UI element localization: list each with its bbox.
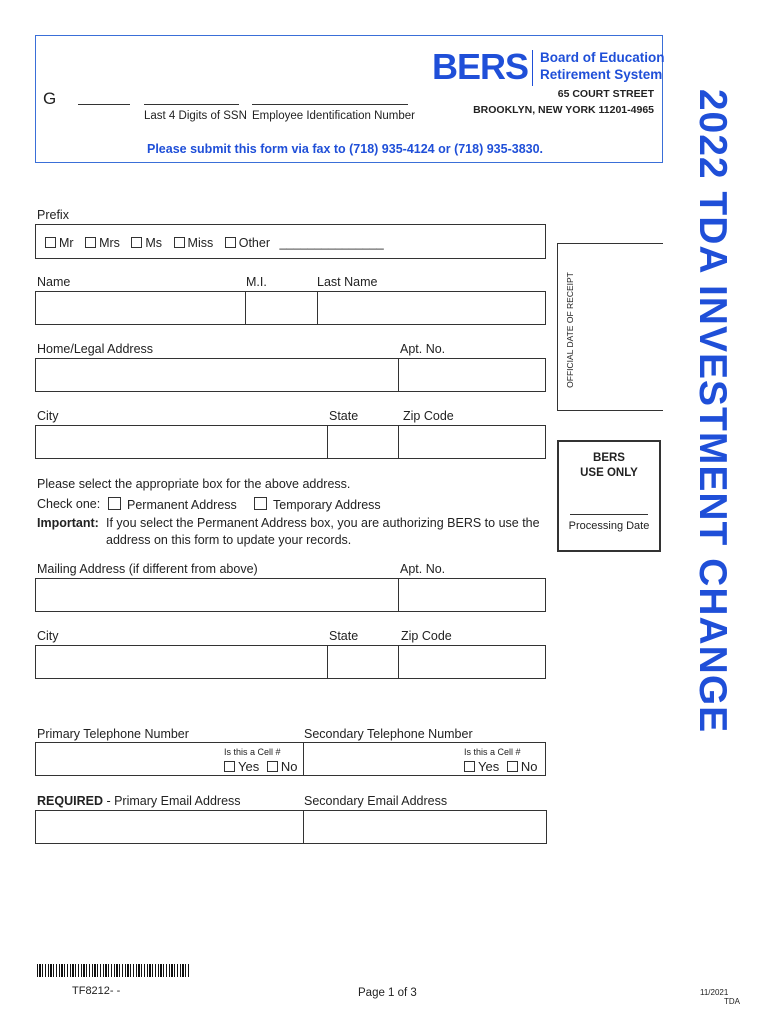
prefix-ms[interactable]: [131, 236, 162, 250]
fax-notice: Please submit this form via fax to (718) 935-4124 or (718) 935-3830.: [147, 142, 544, 156]
secondary-cell-question: Is this a Cell #: [464, 747, 521, 757]
receipt-label-wrap: [558, 270, 582, 390]
permanent-label: Permanent Address: [127, 498, 237, 512]
form-title-text: 2022 TDA INVESTMENT CHANGE: [691, 88, 734, 734]
primary-phone-label: Primary Telephone Number: [37, 727, 189, 741]
processing-line: [570, 514, 648, 515]
mailing-address-input[interactable]: [36, 579, 397, 611]
prefix-miss[interactable]: [174, 236, 214, 250]
secondary-cell-no[interactable]: [507, 759, 538, 774]
state-input[interactable]: [328, 426, 398, 458]
bers-use-line1: BERS: [593, 452, 625, 464]
other-checkbox[interactable]: [225, 237, 236, 248]
eid-label: Employee Identification Number: [252, 110, 415, 122]
org-line1: Board of Education: [540, 50, 665, 65]
last-name-input[interactable]: [317, 292, 545, 324]
mr-checkbox[interactable]: [45, 237, 56, 248]
mail-city-label: City: [37, 629, 59, 643]
secondary-yes-label: Yes: [478, 759, 500, 774]
primary-yes-label: Yes: [238, 759, 260, 774]
footer-tda: TDA: [724, 997, 740, 1006]
last-name-label: Last Name: [317, 275, 378, 289]
city-input[interactable]: [36, 426, 326, 458]
permanent-option[interactable]: [108, 497, 237, 512]
ms-checkbox[interactable]: [131, 237, 142, 248]
footer-date: 11/2021: [700, 988, 729, 997]
secondary-cell-yes[interactable]: [464, 759, 499, 774]
mail-city-input[interactable]: [36, 646, 326, 678]
form-title: [662, 36, 762, 786]
mrs-checkbox[interactable]: [85, 237, 96, 248]
eid-underline: [252, 104, 408, 105]
zip-input[interactable]: [399, 426, 545, 458]
secondary-email-label: Secondary Email Address: [304, 794, 448, 808]
mrs-label: Mrs: [99, 236, 120, 250]
mail-apt-input[interactable]: [399, 579, 545, 611]
check-one-label: Check one:: [37, 497, 101, 511]
other-label: Other: [238, 236, 270, 250]
primary-email-input[interactable]: [36, 811, 302, 843]
prefix-options: [45, 236, 384, 250]
name-label: Name: [37, 275, 71, 289]
street-address: 65 COURT STREET: [557, 88, 654, 100]
prefix-mr[interactable]: [45, 236, 74, 250]
apt-label: Apt. No.: [400, 342, 446, 356]
primary-no-label: No: [280, 759, 298, 774]
other-blank[interactable]: _______________: [279, 236, 384, 250]
primary-phone-input[interactable]: [36, 743, 222, 775]
barcode: [37, 964, 189, 977]
mailing-address-label: Mailing Address (if different from above): [37, 562, 258, 576]
miss-label: Miss: [187, 236, 214, 250]
secondary-email-input[interactable]: [304, 811, 546, 843]
mi-input[interactable]: [245, 292, 315, 324]
logo-divider: [532, 50, 533, 86]
city-label: City: [37, 409, 59, 423]
mail-zip-input[interactable]: [399, 646, 545, 678]
g-underline: [78, 104, 130, 105]
primary-cell-question: Is this a Cell #: [224, 747, 281, 757]
primary-email-label: [37, 794, 241, 808]
ssn-underline: [144, 104, 239, 105]
required-label: REQUIRED: [37, 794, 103, 808]
mail-zip-label: Zip Code: [401, 629, 452, 643]
temporary-option[interactable]: [254, 497, 381, 512]
bers-use-line2: USE ONLY: [580, 467, 638, 479]
g-prefix: G: [43, 89, 57, 108]
logo-text: BERS: [432, 46, 529, 87]
primary-email-text: - Primary Email Address: [102, 794, 241, 808]
important-label: Important:: [37, 516, 99, 530]
primary-cell-options: [224, 759, 297, 774]
temporary-label: Temporary Address: [273, 498, 381, 512]
processing-label: Processing Date: [568, 520, 650, 532]
apt-input[interactable]: [399, 359, 545, 391]
prefix-label: Prefix: [37, 208, 69, 222]
form-code: TF8212- -: [72, 985, 121, 997]
primary-yes-checkbox[interactable]: [224, 761, 235, 772]
receipt-label: OFFICIAL DATE OF RECEIPT: [565, 272, 575, 388]
secondary-yes-checkbox[interactable]: [464, 761, 475, 772]
home-address-label: Home/Legal Address: [37, 342, 154, 356]
mail-apt-label: Apt. No.: [400, 562, 446, 576]
home-address-input[interactable]: [36, 359, 397, 391]
mr-label: Mr: [59, 236, 74, 250]
important-text-2: address on this form to update your records.: [106, 533, 352, 547]
zip-label: Zip Code: [403, 409, 454, 423]
prefix-mrs[interactable]: [85, 236, 120, 250]
mi-label: M.I.: [246, 275, 267, 289]
bers-logo: [432, 48, 528, 86]
primary-no-checkbox[interactable]: [267, 761, 278, 772]
secondary-phone-input[interactable]: [304, 743, 464, 775]
prefix-other[interactable]: [225, 236, 270, 250]
page-number: Page 1 of 3: [358, 987, 417, 999]
miss-checkbox[interactable]: [174, 237, 185, 248]
primary-cell-yes[interactable]: [224, 759, 259, 774]
secondary-phone-label: Secondary Telephone Number: [304, 727, 473, 741]
secondary-no-label: No: [520, 759, 538, 774]
mail-state-input[interactable]: [328, 646, 398, 678]
important-text-1: If you select the Permanent Address box, you are authorizing BERS to use the: [106, 516, 540, 530]
secondary-cell-options: [464, 759, 537, 774]
primary-cell-no[interactable]: [267, 759, 298, 774]
ssn-label: Last 4 Digits of SSN: [144, 110, 247, 122]
mail-state-label: State: [329, 629, 359, 643]
secondary-no-checkbox[interactable]: [507, 761, 518, 772]
temporary-checkbox[interactable]: [254, 497, 267, 510]
state-label: State: [329, 409, 359, 423]
permanent-checkbox[interactable]: [108, 497, 121, 510]
org-line2: Retirement System: [540, 67, 663, 82]
city-address: BROOKLYN, NEW YORK 11201-4965: [473, 104, 654, 116]
ms-label: Ms: [145, 236, 163, 250]
first-name-input[interactable]: [36, 292, 244, 324]
address-select-line: Please select the appropriate box for the above address.: [37, 477, 351, 491]
